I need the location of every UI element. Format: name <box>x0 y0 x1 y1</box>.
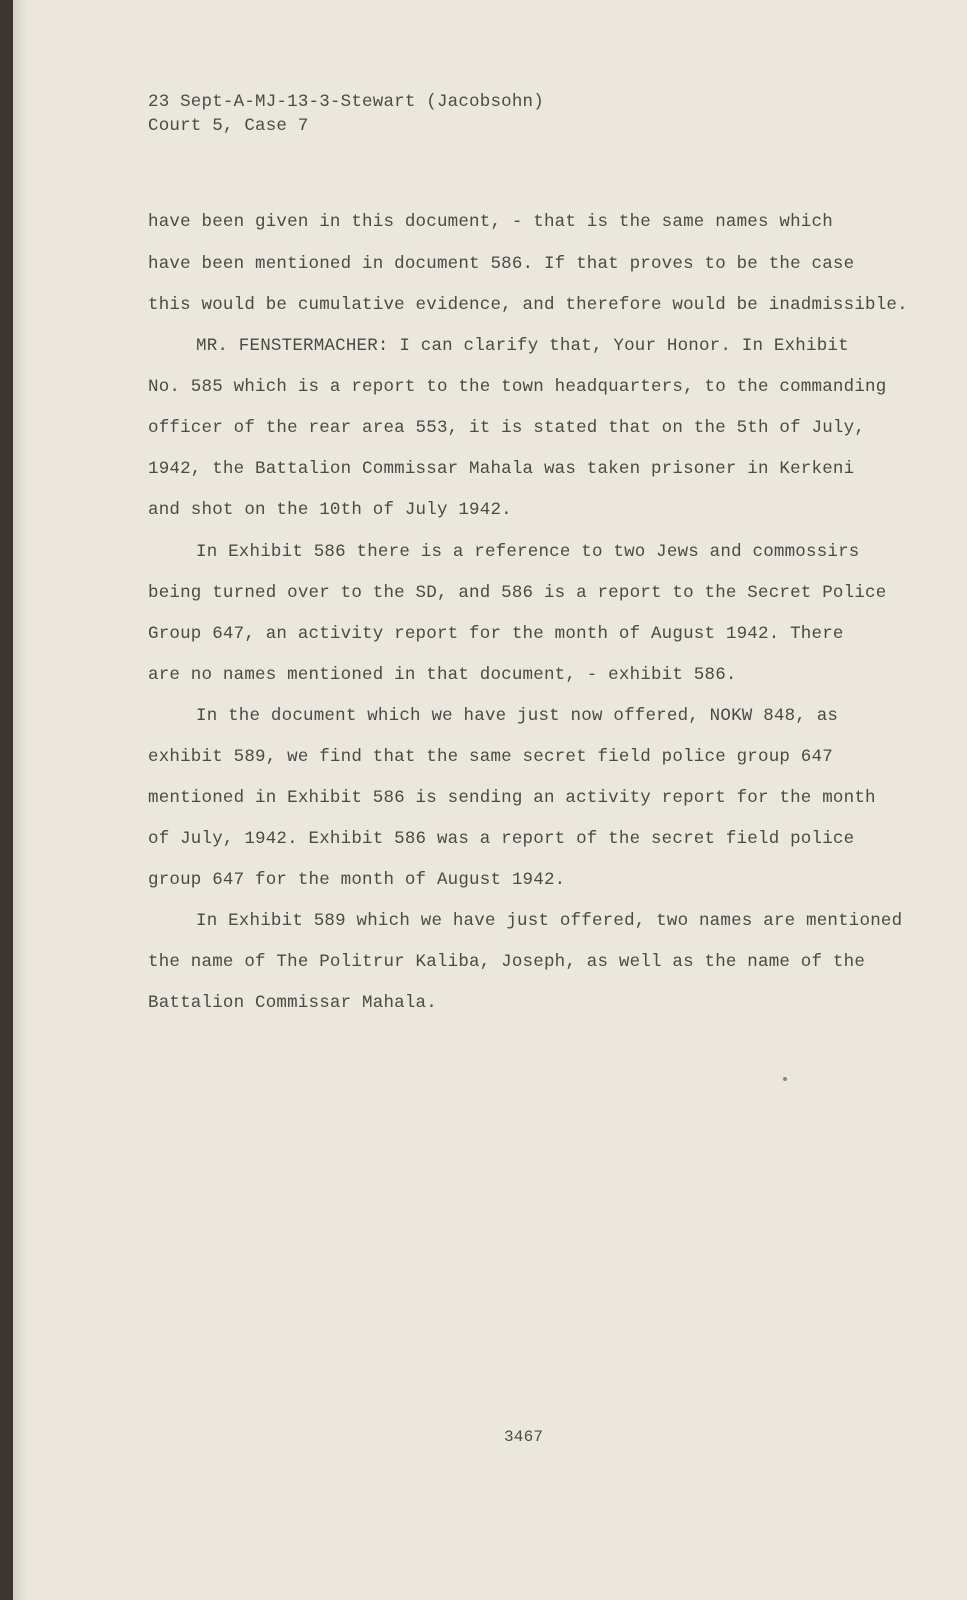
body-line-17: group 647 for the month of August 1942. <box>148 870 566 890</box>
body-line-6: officer of the rear area 553, it is stated that on the 5th of July, <box>148 418 866 438</box>
body-line-11: Group 647, an activity report for the month of August 1942. There <box>148 624 844 644</box>
body-line-5: No. 585 which is a report to the town headquarters, to the commanding <box>148 377 887 397</box>
body-line-16: of July, 1942. Exhibit 586 was a report of the secret field police <box>148 829 855 849</box>
document-page <box>13 0 967 1600</box>
header-reference: 23 Sept-A-MJ-13-3-Stewart (Jacobsohn) <box>148 92 544 112</box>
body-line-19: the name of The Politrur Kaliba, Joseph, as well as the name of the <box>148 952 866 972</box>
body-line-20: Battalion Commissar Mahala. <box>148 993 437 1013</box>
header-court-case: Court 5, Case 7 <box>148 116 309 136</box>
body-line-12: are no names mentioned in that document, - exhibit 586. <box>148 665 737 685</box>
paper-speck <box>783 1077 787 1081</box>
body-line-8: and shot on the 10th of July 1942. <box>148 500 512 520</box>
body-line-10: being turned over to the SD, and 586 is a report to the Secret Police <box>148 583 887 603</box>
body-line-4: MR. FENSTERMACHER: I can clarify that, Your Honor. In Exhibit <box>196 336 849 356</box>
body-line-7: 1942, the Battalion Commissar Mahala was taken prisoner in Kerkeni <box>148 459 855 479</box>
body-line-13: In the document which we have just now offered, NOKW 848, as <box>196 706 839 726</box>
body-line-18: In Exhibit 589 which we have just offered, two names are mentioned <box>196 911 903 931</box>
page-number: 3467 <box>504 1428 544 1446</box>
body-line-15: mentioned in Exhibit 586 is sending an activity report for the month <box>148 788 876 808</box>
body-line-2: have been mentioned in document 586. If that proves to be the case <box>148 254 855 274</box>
body-line-14: exhibit 589, we find that the same secret field police group 647 <box>148 747 833 767</box>
body-line-1: have been given in this document, - that is the same names which <box>148 212 833 232</box>
body-line-3: this would be cumulative evidence, and therefore would be inadmissible. <box>148 295 908 315</box>
body-line-9: In Exhibit 586 there is a reference to two Jews and commossirs <box>196 542 860 562</box>
